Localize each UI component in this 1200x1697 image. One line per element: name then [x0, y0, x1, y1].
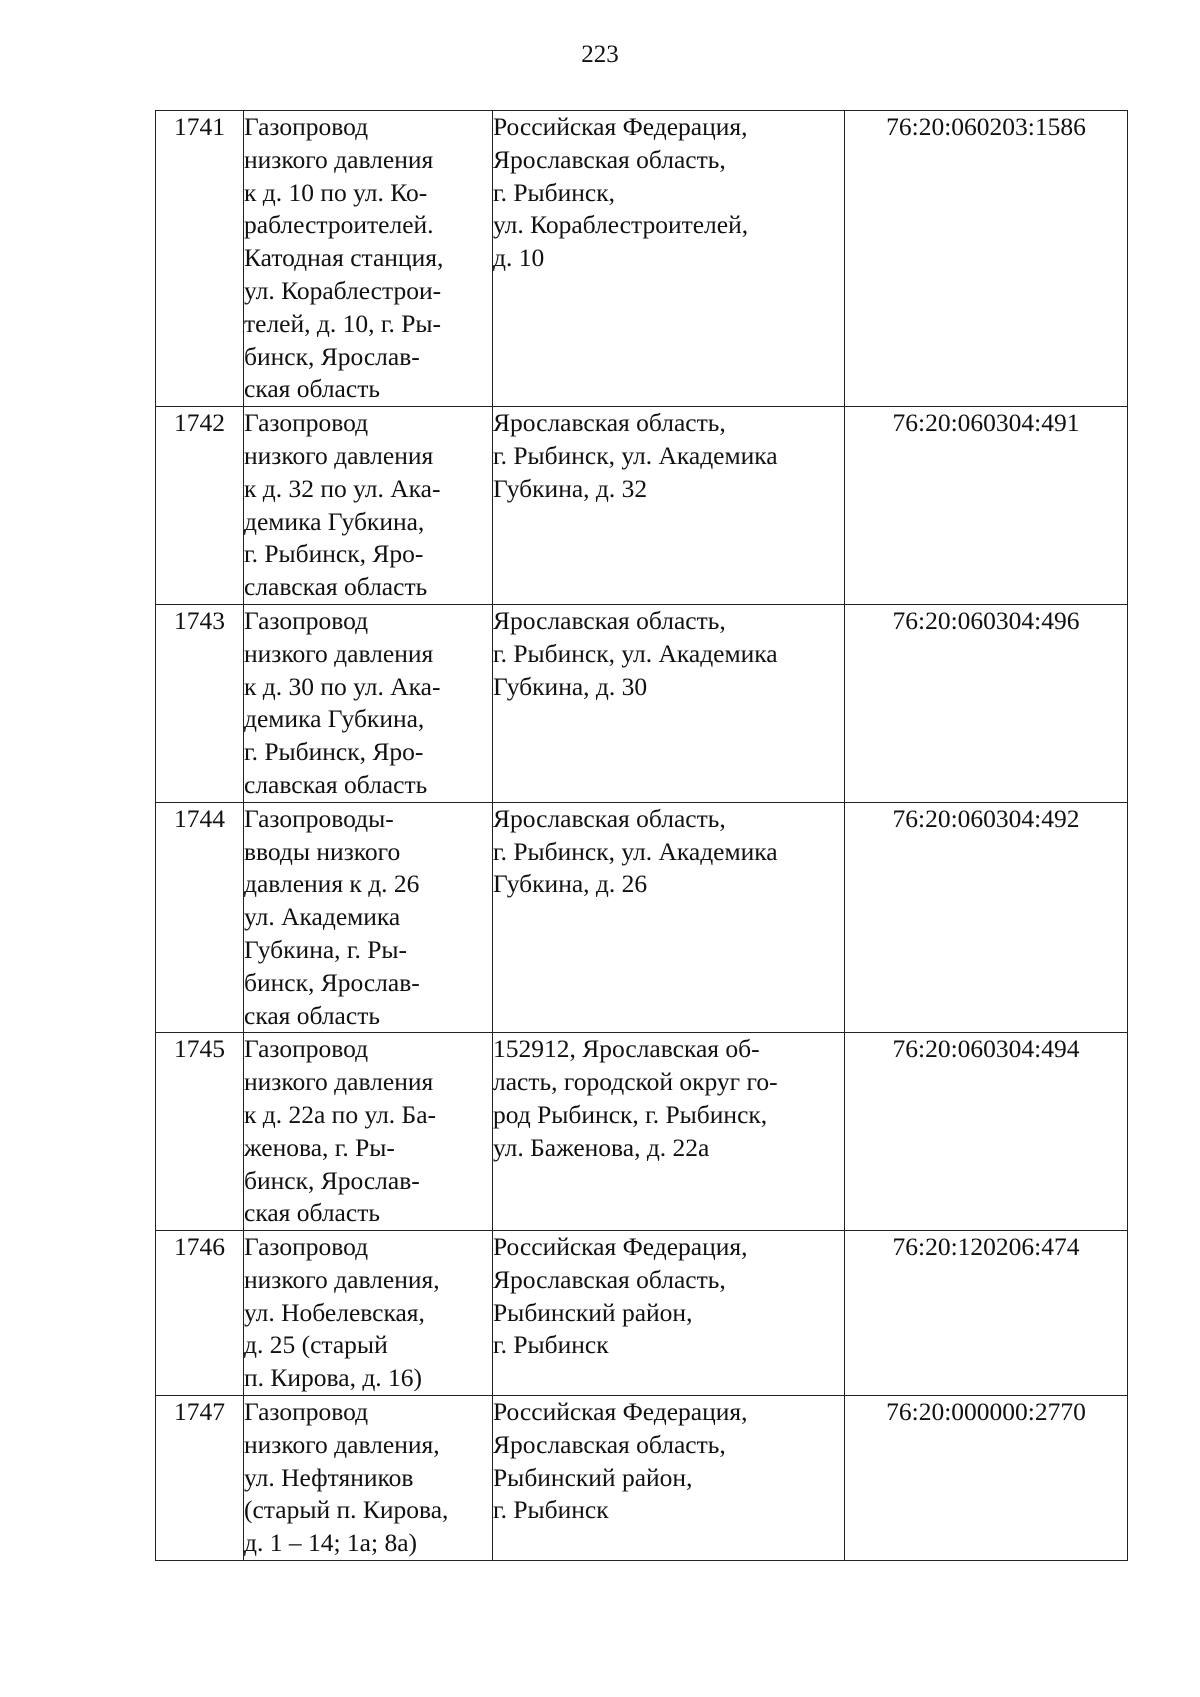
object-name-line: к д. 22а по ул. Ба-: [244, 1099, 437, 1129]
object-name-line: д. 25 (старый: [244, 1330, 388, 1360]
cadastral-number: 76:20:060304:492: [845, 802, 1128, 1033]
table-row: [156, 802, 1128, 1033]
object-name-line: телей, д. 10, г. Ры-: [244, 308, 442, 338]
object-name-line: Газопроводы-: [244, 803, 394, 833]
object-name-cell: [244, 1033, 493, 1231]
row-number: 1744: [156, 802, 244, 1033]
object-name-line: ул. Кораблестрои-: [244, 275, 442, 305]
object-name-line: к д. 10 по ул. Ко-: [244, 177, 428, 207]
object-name-cell: [244, 111, 493, 407]
row-number: 1746: [156, 1231, 244, 1396]
object-name-line: Газопровод: [244, 1232, 369, 1262]
address-line: Ярославская область,: [493, 1264, 726, 1294]
object-name-line: низкого давления: [244, 1067, 434, 1097]
row-number: 1745: [156, 1033, 244, 1231]
object-name-line: Газопровод: [244, 605, 369, 635]
address-line: г. Рыбинск,: [493, 177, 615, 207]
table-row: [156, 1033, 1128, 1231]
address-line: Ярославская область,: [493, 605, 726, 635]
cadastral-number: 76:20:060304:494: [845, 1033, 1128, 1231]
address-line: ласть, городской округ го-: [493, 1067, 778, 1097]
cadastral-number: 76:20:060304:496: [845, 604, 1128, 802]
object-name-line: славская область: [244, 572, 428, 602]
address-line: г. Рыбинск: [493, 1330, 609, 1360]
address-cell: [493, 1396, 845, 1561]
cadastral-number: 76:20:120206:474: [845, 1231, 1128, 1396]
object-name-line: славская область: [244, 769, 428, 799]
address-line: г. Рыбинск, ул. Академика: [493, 638, 778, 668]
address-cell: [493, 407, 845, 605]
object-name-line: (старый п. Кирова,: [244, 1495, 449, 1525]
object-name-line: к д. 30 по ул. Ака-: [244, 671, 441, 701]
object-name-line: вводы низкого: [244, 836, 401, 866]
registry-table-body: [156, 111, 1128, 1561]
object-name-line: бинск, Ярослав-: [244, 341, 420, 371]
address-line: род Рыбинск, г. Рыбинск,: [493, 1099, 768, 1129]
address-cell: [493, 111, 845, 407]
registry-table: [155, 110, 1128, 1561]
object-name-line: бинск, Ярослав-: [244, 967, 420, 997]
address-line: д. 10: [493, 243, 545, 273]
object-name-line: п. Кирова, д. 16): [244, 1363, 423, 1393]
cadastral-number: 76:20:060304:491: [845, 407, 1128, 605]
address-line: 152912, Ярославская об-: [493, 1034, 760, 1064]
row-number: 1742: [156, 407, 244, 605]
table-row: [156, 1231, 1128, 1396]
address-line: Ярославская область,: [493, 408, 726, 438]
object-name-line: ская область: [244, 1198, 380, 1228]
cadastral-number: 76:20:000000:2770: [845, 1396, 1128, 1561]
object-name-line: низкого давления: [244, 144, 434, 174]
object-name-line: бинск, Ярослав-: [244, 1165, 420, 1195]
address-line: Рыбинский район,: [493, 1462, 693, 1492]
object-name-line: демика Губкина,: [244, 704, 425, 734]
object-name-line: ул. Нефтяников: [244, 1462, 414, 1492]
object-name-line: Губкина, г. Ры-: [244, 934, 408, 964]
address-line: Российская Федерация,: [493, 1232, 748, 1262]
object-name-line: ская область: [244, 374, 380, 404]
object-name-line: к д. 32 по ул. Ака-: [244, 473, 441, 503]
object-name-line: г. Рыбинск, Яро-: [244, 539, 424, 569]
object-name-line: д. 1 – 14; 1а; 8а): [244, 1528, 418, 1558]
object-name-line: ул. Нобелевская,: [244, 1297, 425, 1327]
object-name-line: ул. Академика: [244, 902, 401, 932]
cadastral-number: 76:20:060203:1586: [845, 111, 1128, 407]
object-name-cell: [244, 1231, 493, 1396]
address-line: ул. Баженова, д. 22а: [493, 1132, 710, 1162]
object-name-line: женова, г. Ры-: [244, 1132, 395, 1162]
address-line: Ярославская область,: [493, 144, 726, 174]
object-name-line: низкого давления,: [244, 1264, 440, 1294]
object-name-line: Газопровод: [244, 1034, 369, 1064]
table-row: [156, 1396, 1128, 1561]
object-name-line: Газопровод: [244, 112, 369, 141]
address-line: Губкина, д. 30: [493, 671, 648, 701]
object-name-line: г. Рыбинск, Яро-: [244, 737, 424, 767]
object-name-line: низкого давления: [244, 440, 434, 470]
object-name-line: демика Губкина,: [244, 506, 425, 536]
address-line: г. Рыбинск: [493, 1495, 609, 1525]
address-cell: [493, 802, 845, 1033]
address-line: Ярославская область,: [493, 803, 726, 833]
object-name-line: Газопровод: [244, 1397, 369, 1427]
address-line: ул. Кораблестроителей,: [493, 210, 749, 240]
row-number: 1741: [156, 111, 244, 407]
page-number: 223: [581, 41, 619, 68]
object-name-cell: [244, 407, 493, 605]
object-name-cell: [244, 802, 493, 1033]
table-row: [156, 111, 1128, 407]
address-line: Ярославская область,: [493, 1429, 726, 1459]
object-name-line: низкого давления,: [244, 1429, 440, 1459]
address-cell: [493, 1231, 845, 1396]
address-cell: [493, 1033, 845, 1231]
object-name-line: ская область: [244, 1000, 380, 1030]
address-line: Рыбинский район,: [493, 1297, 693, 1327]
object-name-line: Катодная станция,: [244, 243, 444, 273]
address-line: Губкина, д. 32: [493, 473, 648, 503]
object-name-line: низкого давления: [244, 638, 434, 668]
object-name-cell: [244, 604, 493, 802]
object-name-line: Газопровод: [244, 408, 369, 438]
address-line: Российская Федерация,: [493, 1397, 748, 1427]
row-number: 1747: [156, 1396, 244, 1561]
address-cell: [493, 604, 845, 802]
address-line: г. Рыбинск, ул. Академика: [493, 440, 778, 470]
table-row: [156, 604, 1128, 802]
object-name-line: давления к д. 26: [244, 869, 420, 899]
object-name-cell: [244, 1396, 493, 1561]
address-line: Губкина, д. 26: [493, 869, 648, 899]
object-name-line: раблестроителей.: [244, 210, 434, 240]
row-number: 1743: [156, 604, 244, 802]
address-line: Российская Федерация,: [493, 112, 748, 141]
address-line: г. Рыбинск, ул. Академика: [493, 836, 778, 866]
table-row: [156, 407, 1128, 605]
